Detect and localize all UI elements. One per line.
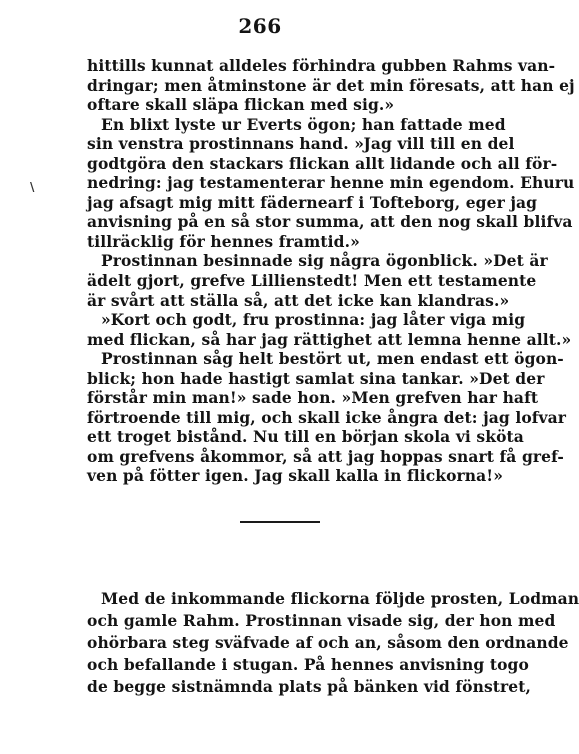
section-divider: [240, 521, 320, 523]
text-line: med flickan, så har jag rättighet att lemna henne allt.»: [87, 329, 572, 349]
text-line: hittills kunnat alldeles förhindra gubben Rahms van-: [87, 56, 556, 75]
text-line: är svårt att ställa så, att det icke kan klandras.»: [87, 290, 510, 310]
text-line: godtgöra den stackars flickan allt lidande och all för-: [87, 153, 558, 173]
text-line: om grefvens åkommor, så att jag hoppas snart få gref-: [87, 446, 564, 466]
text-line: anvisning på en så stor summa, att den nog skall blifva: [87, 212, 573, 232]
text-line: ohörbara steg sväfvade af och an, såsom den ordnande: [87, 633, 569, 652]
text-line: förtroende till mig, och skall icke ångra det: jag lofvar: [87, 407, 567, 427]
text-line: förstår min man!» sade hon. »Men grefven har haft: [87, 388, 539, 408]
text-line: Med de inkommande flickorna följde prosten, Lodman: [101, 589, 579, 608]
text-line: jag afsagt mig mitt fädernearf i Tofteborg, eger jag: [87, 192, 538, 212]
text-line: nedring: jag testamenterar henne min egendom. Ehuru: [87, 173, 575, 193]
text-line: oftare skall släpa flickan med sig.»: [87, 95, 395, 115]
text-line: ett troget bistånd. Nu till en början skola vi sköta: [87, 427, 524, 447]
text-line: sin venstra prostinnans hand. »Jag vill till en del: [87, 134, 515, 154]
text-line: Prostinnan besinnade sig några ögonblick. »Det är: [101, 251, 548, 271]
text-line: dringar; men åtminstone är det min föresats, att han ej: [87, 75, 575, 95]
text-line: ven på fötter igen. Jag skall kalla in flickorna!»: [87, 466, 503, 486]
text-line: blick; hon hade hastigt samlat sina tankar. »Det der: [87, 368, 545, 388]
text-line: och befallande i stugan. På hennes anvisning togo: [87, 655, 529, 674]
second-text-block: [87, 588, 579, 698]
main-text-block: [87, 56, 575, 486]
text-line: Prostinnan såg helt bestört ut, men endast ett ögon-: [101, 349, 564, 369]
page-number: 266: [238, 14, 282, 38]
text-line: de begge sistnämnda plats på bänken vid fönstret,: [87, 677, 532, 696]
margin-mark: \: [30, 180, 35, 194]
text-line: och gamle Rahm. Prostinnan visade sig, der hon med: [87, 611, 556, 630]
text-line: »Kort och godt, fru prostinna: jag låter viga mig: [101, 310, 526, 330]
text-line: ädelt gjort, grefve Lillienstedt! Men ett testamente: [87, 271, 537, 291]
text-line: En blixt lyste ur Everts ögon; han fattade med: [101, 114, 506, 134]
text-line: tillräcklig för hennes framtid.»: [87, 231, 360, 251]
